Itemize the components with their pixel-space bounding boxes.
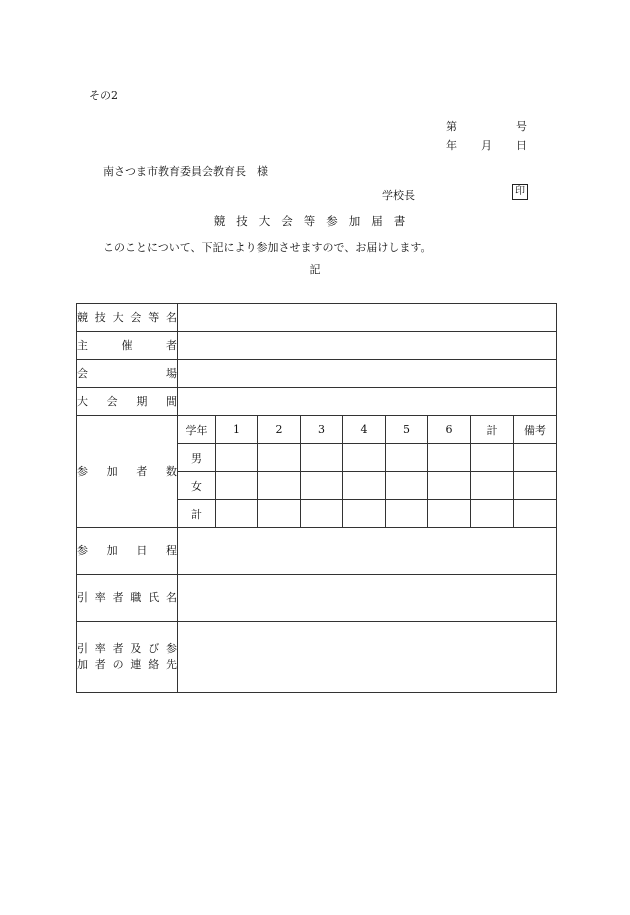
row-event-name [77,304,557,332]
grade-5: 5 [386,416,428,444]
cell-input[interactable] [301,472,343,500]
cell-input[interactable] [301,444,343,472]
cell-input[interactable] [343,444,386,472]
field-organizer[interactable] [178,332,557,360]
grade-4: 4 [343,416,386,444]
field-period[interactable] [178,388,557,416]
grade-header: 学年 [178,416,216,444]
date-day: 日 [516,139,527,152]
label-event-name: 競技大会等名 [77,304,178,332]
row-organizer [77,332,557,360]
document-title: 競技大会等参加届書 [213,214,417,228]
grade-remarks: 備考 [514,416,557,444]
grade-total: 計 [471,416,514,444]
entry-form-table [76,303,557,693]
cell-input[interactable] [216,444,258,472]
cell-input[interactable] [471,500,514,528]
cell-input[interactable] [216,500,258,528]
field-schedule[interactable] [178,528,557,575]
label-organizer: 主 催 者 [77,332,178,360]
row-leader [77,575,557,622]
label-contact-line2: 加者の連絡先 [77,658,177,671]
row-contact [77,622,557,693]
label-venue: 会 場 [77,360,178,388]
cell-input[interactable] [301,500,343,528]
cell-input[interactable] [258,500,301,528]
label-participants: 参加者数 [77,416,178,528]
issue-go: 号 [516,120,527,133]
field-contact[interactable] [178,622,557,693]
grade-3: 3 [301,416,343,444]
row-grade-header [77,416,557,444]
row-venue [77,360,557,388]
cell-input[interactable] [471,472,514,500]
row-label-male: 男 [178,444,216,472]
cell-input[interactable] [386,444,428,472]
label-schedule: 参加日程 [77,528,178,575]
label-contact-line1: 引率者及び参 [77,642,177,655]
date-year: 年 [446,139,457,152]
cell-input[interactable] [471,444,514,472]
cell-input[interactable] [343,472,386,500]
cell-input[interactable] [386,472,428,500]
row-period [77,388,557,416]
date-month: 月 [481,139,492,152]
cell-input[interactable] [258,472,301,500]
label-period: 大会期間 [77,388,178,416]
grade-6: 6 [428,416,471,444]
cell-input[interactable] [428,472,471,500]
principal-label: 学校長 [382,189,415,202]
field-venue[interactable] [178,360,557,388]
row-label-total: 計 [178,500,216,528]
label-leader: 引率者職氏名 [77,575,178,622]
cell-input[interactable] [514,500,557,528]
row-schedule [77,528,557,575]
issue-dai: 第 [446,120,457,133]
row-label-female: 女 [178,472,216,500]
cell-input[interactable] [514,472,557,500]
form-number: その2 [89,89,118,102]
intro-text: このことについて、下記により参加させますので、お届けします。 [103,241,432,254]
cell-input[interactable] [428,444,471,472]
field-event-name[interactable] [178,304,557,332]
ki-label: 記 [309,263,321,276]
label-contact [77,622,178,693]
cell-input[interactable] [216,472,258,500]
cell-input[interactable] [386,500,428,528]
cell-input[interactable] [428,500,471,528]
cell-input[interactable] [258,444,301,472]
addressee: 南さつま市教育委員会教育長 様 [103,165,268,178]
grade-2: 2 [258,416,301,444]
field-leader[interactable] [178,575,557,622]
seal-mark: 印 [512,184,528,200]
cell-input[interactable] [343,500,386,528]
cell-input[interactable] [514,444,557,472]
grade-1: 1 [216,416,258,444]
